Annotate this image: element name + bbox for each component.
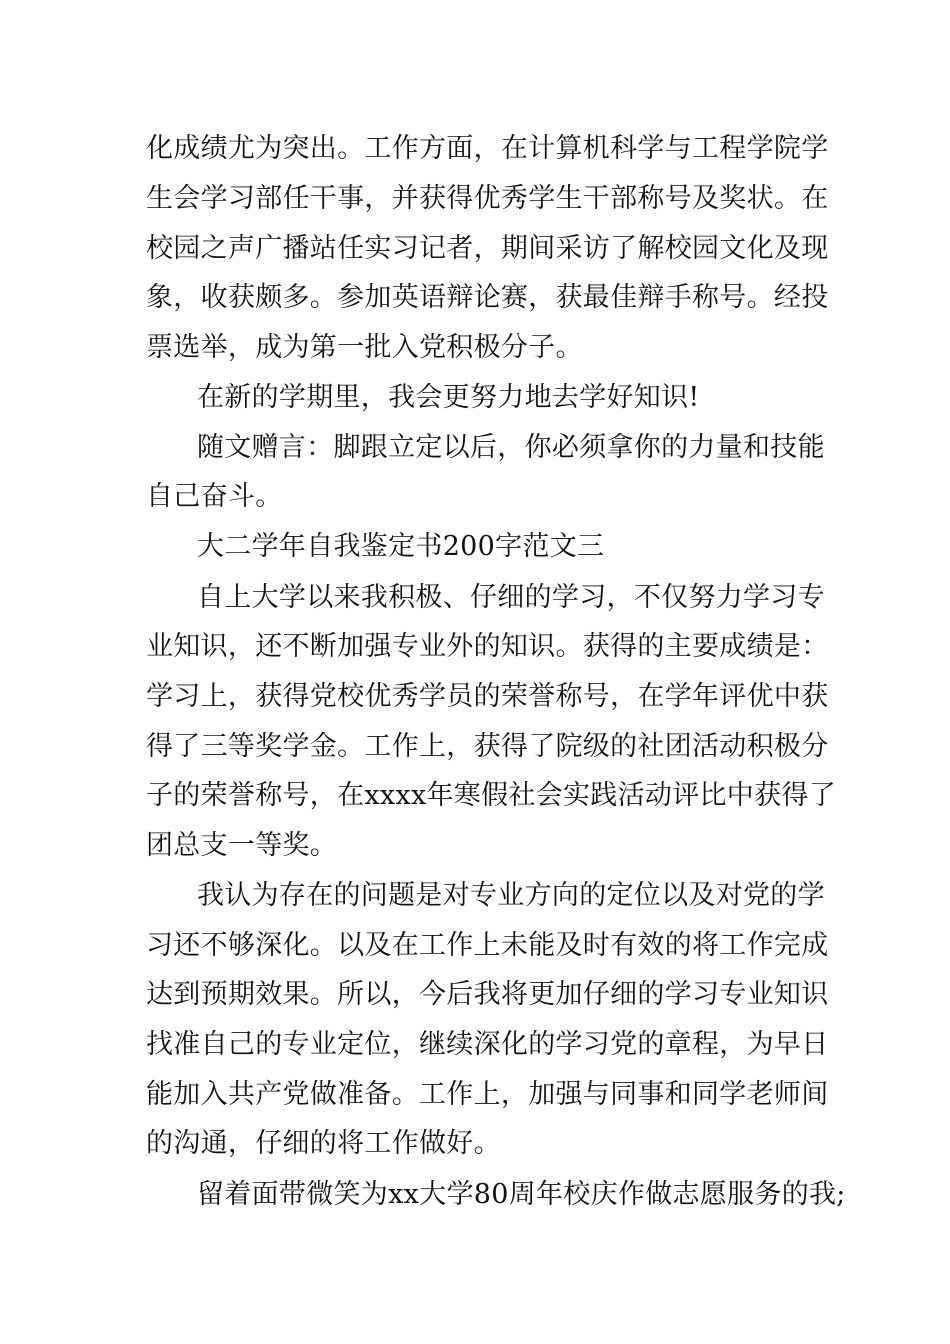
text-line: 在新的学期里，我会更努力地去学好知识! [197, 382, 700, 413]
text-line: 的沟通，仔细的将工作做好。 [146, 1128, 501, 1159]
text-line: 找准自己的专业定位，继续深化的学习党的章程，为早日 [146, 1029, 829, 1060]
text-line: 随文赠言：脚跟立定以后，你必须拿你的力量和技能 [197, 432, 825, 463]
text-line: 化成绩尤为突出。工作方面，在计算机科学与工程学院学 [146, 133, 829, 164]
text-line: 自上大学以来我积极、仔细的学习，不仅努力学习专 [197, 582, 825, 613]
text-line: 子的荣誉称号，在xxxx年寒假社会实践活动评比中获得了 [146, 780, 837, 811]
text-line: 票选举，成为第一批入党积极分子。 [146, 332, 583, 363]
text-line: 学习上，获得党校优秀学员的荣誉称号，在学年评优中获 [146, 681, 829, 712]
text-line: 校园之声广播站任实习记者，期间采访了解校园文化及现 [146, 233, 829, 264]
text-line: 象，收获颇多。参加英语辩论赛，获最佳辩手称号。经投 [146, 282, 829, 313]
text-line: 得了三等奖学金。工作上，获得了院级的社团活动积极分 [146, 731, 829, 762]
text-line: 能加入共产党做准备。工作上，加强与同事和同学老师间 [146, 1079, 829, 1110]
text-line: 业知识，还不断加强专业外的知识。获得的主要成绩是： [146, 631, 829, 662]
text-line: 自己奋斗。 [146, 481, 283, 512]
text-line: 达到预期效果。所以，今后我将更加仔细的学习专业知识 [146, 979, 829, 1010]
text-line: 习还不够深化。以及在工作上未能及时有效的将工作完成 [146, 930, 829, 961]
section-heading: 大二学年自我鉴定书200字范文三 [197, 531, 605, 562]
text-line: 生会学习部任干事，并获得优秀学生干部称号及奖状。在 [146, 183, 829, 214]
text-line: 团总支一等奖。 [146, 830, 338, 861]
text-line: 我认为存在的问题是对专业方向的定位以及对党的学 [197, 880, 825, 911]
text-line: 留着面带微笑为xx大学80周年校庆作做志愿服务的我; [197, 1179, 846, 1210]
